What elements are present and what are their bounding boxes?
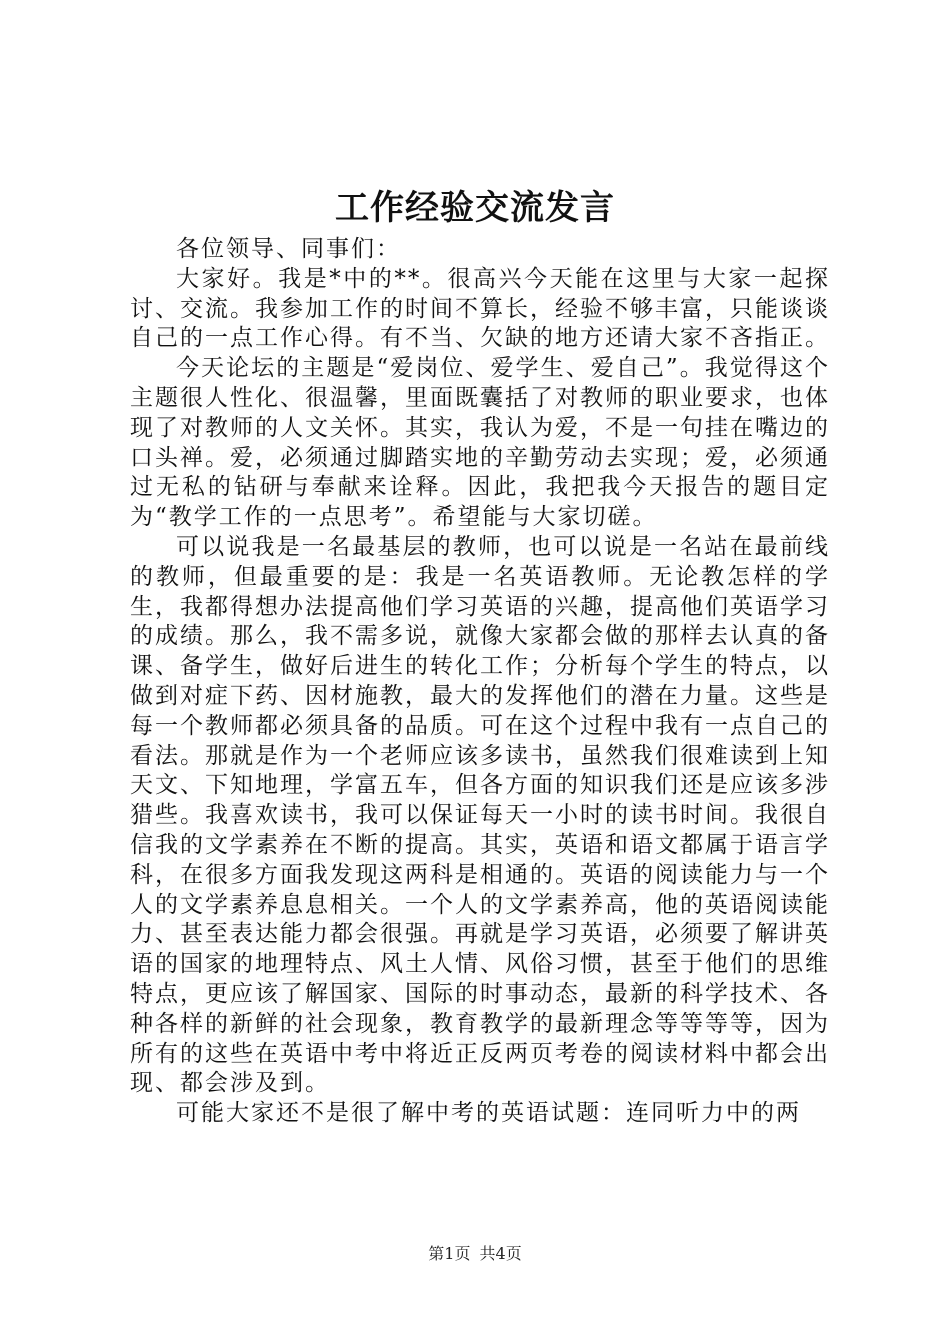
paragraph-exam: 可能大家还不是很了解中考的英语试题：连同听力中的两 [176,1100,801,1127]
page-number: 第1页 [428,1244,471,1263]
paragraph-greeting: 大家好。我是*中的**。很高兴今天能在这里与大家一起探讨、交流。我参加工作的时间不算长，经验不够丰富，只能谈谈自己的一点工作心得。有不当、欠缺的地方还请大家不吝指正。 [130,265,830,352]
paragraph-teaching: 可以说我是一名最基层的教师，也可以说是一名站在最前线的教师，但最重要的是：我是一名英语教师。无论教怎样的学生，我都得想办法提高他们学习英语的兴趣，提高他们英语学习的成绩。那么，我不需多说，就像大家都会做的那样去认真的备课、备学生，做好后进生的转化工作；分析每个学生的特点，以做到对症下药、因材施教，最大的发挥他们的潜在力量。这些是每一个教师都必须具备的品质。可在这个过程中我有一点自己的看法。那就是作为一个老师应该多读书，虽然我们很难读到上知天文、下知地理，学富五车，但各方面的知识我们还是应该多涉猎些。我喜欢读书，我可以保证每天一小时的读书时间。我很自信我的文学素养在不断的提高。其实，英语和语文都属于语言学科，在很多方面我发现这两科是相通的。英语的阅读能力与一个人的文学素养息息相关。一个人的文学素养高，他的英语阅读能力、甚至表达能力都会很强。再就是学习英语，必须要了解讲英语的国家的地理特点、风土人情、风俗习惯，甚至于他们的思维特点，更应该了解国家、国际的时事动态，最新的科学技术、各种各样的新鲜的社会现象，教育教学的最新理念等等等等，因为所有的这些在英语中考中将近正反两页考卷的阅读材料中都会出现、都会涉及到。 [130,533,830,1097]
page-total: 共4页 [479,1244,522,1263]
document-title: 工作经验交流发言 [335,188,615,228]
paragraph-theme: 今天论坛的主题是“爱岗位、爱学生、爱自己”。我觉得这个主题很人性化、很温馨，里面既囊括了对教师的职业要求，也体现了对教师的人文关怀。其实，我认为爱，不是一句挂在嘴边的口头禅。爱，必须通过脚踏实地的辛勤劳动去实现；爱，必须通过无私的钻研与奉献来诠释。因此，我把我今天报告的题目定为“教学工作的一点思考”。希望能与大家切磋。 [130,355,830,531]
document-body [130,235,830,1129]
salutation: 各位领导、同事们： [176,236,401,262]
page-footer [0,1243,950,1265]
